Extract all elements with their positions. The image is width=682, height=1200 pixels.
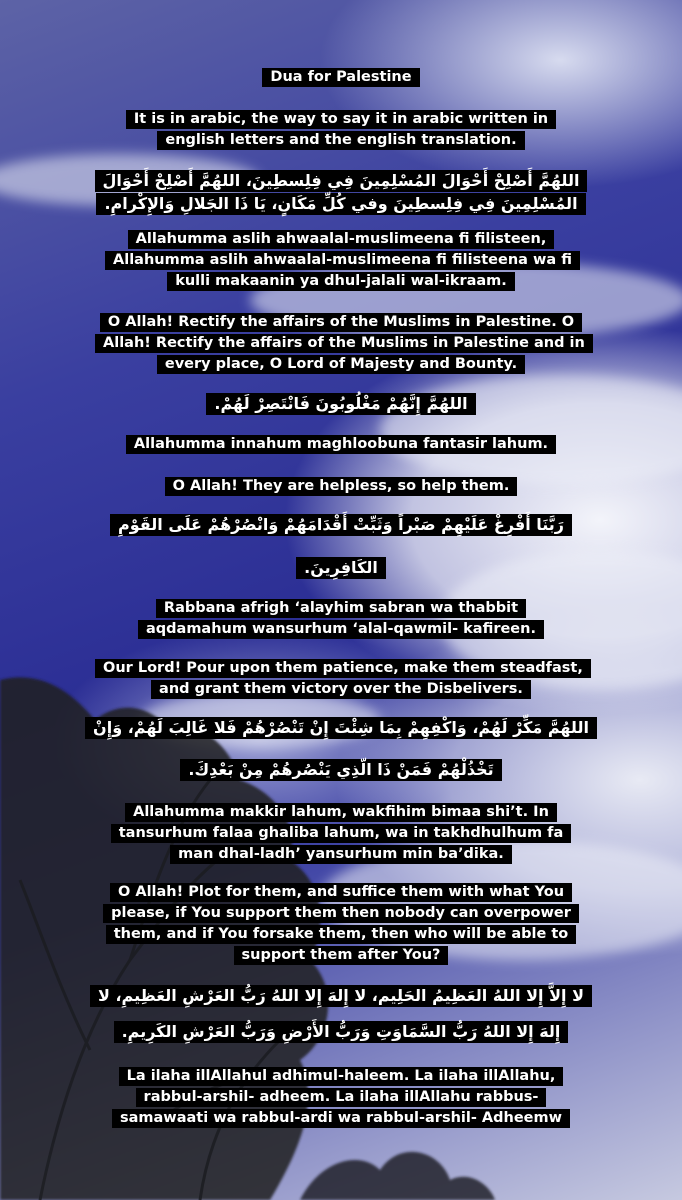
dua-3-translation: Our Lord! Pour upon them patience, make them steadfast, and grant them victory over the Disbelivers.	[0, 658, 682, 700]
dua-4-transliteration: Allahumma makkir lahum, wakfihim bimaa shi’t. In tansurhum falaa ghaliba lahum, wa in takhdhulhum fa man dhal-ladh’ yansurhum min ba’dika.	[0, 802, 682, 865]
dua-1-arabic-line-2: المُسْلِمِينَ فِي فِلِسطِينَ وفي كُلِّ مَكَانٍ، يَا ذَا الجَلالِ وَالإِكْرامِ.	[0, 193, 682, 215]
dua-1-transliteration: Allahumma aslih ahwaalal-muslimeena fi filisteen, Allahumma aslih ahwaalal-muslimeena fi filisteena wa fi kulli makaanin ya dhul-jalali wal-ikraam.	[0, 229, 682, 292]
dua-1-translation: O Allah! Rectify the affairs of the Muslims in Palestine. O Allah! Rectify the affairs of the Muslims in Palestine and in every place, O Lord of Majesty and Bounty.	[0, 312, 682, 375]
dua-3-arabic-line-2: الكَافِرِينَ.	[0, 557, 682, 579]
dua-1-arabic-line-1: اللهُمَّ أَصْلِحْ أَحْوَالَ المُسْلِمِينَ فِي فِلِسطِينَ، اللهُمَّ أَصْلِحْ أَحْوَالَ	[0, 170, 682, 192]
dua-4-arabic-line-2: تَخْذُلْهُمْ فَمَنْ ذَا الّذِي يَنْصُرهُمْ مِنْ بَعْدِكَ.	[0, 759, 682, 781]
dua-4-arabic-line-1: اللهُمَّ مَكِّرْ لَهُمْ، وَاكْفِهِمْ بِمَا شِئْتَ إِنْ تَنْصُرْهُمْ فَلا غَالِبَ لَهُمْ، وَإِنْ	[0, 717, 682, 739]
dua-5-arabic-line-2: إِلهَ إِلا اللهُ رَبُّ السَّمَاوَتِ وَرَبُّ الأَرْضِ وَرَبُّ العَرْشِ الكَرِيمِ.	[0, 1021, 682, 1043]
dua-3-arabic-line-1: رَبَّنَا أَفْرِغْ عَلَيْهِمْ صَبْراً وَثَبِّتْ أَقْدَامَهُمْ وَانْصُرْهُمْ عَلَى القَوْمِ	[0, 514, 682, 536]
dua-5-arabic-line-1: لا إِلاَّ إِلا اللهُ العَظِيمُ الحَلِيم، لا إِلهَ إِلا اللهُ رَبُّ العَرْشِ العَظِيمِ، لا	[0, 985, 682, 1007]
dua-2-transliteration: Allahumma innahum maghloobuna fantasir lahum.	[0, 434, 682, 455]
title: Dua for Palestine	[0, 67, 682, 88]
dua-5-transliteration: La ilaha illAllahul adhimul-haleem. La ilaha illAllahu, rabbul-arshil- adheem. La ilaha illAllahu rabbus-samawaati wa rabbul-ardi wa rabbul-arshil- Adheemw	[0, 1066, 682, 1129]
dua-3-transliteration: Rabbana afrigh ‘alayhim sabran wa thabbit aqdamahum wansurhum ‘alal-qawmil- kafireen.	[0, 598, 682, 640]
dua-2-arabic: اللهُمَّ إِنَّهُمْ مَغْلُوبُونَ فَانْتَصِرْ لَهُمْ.	[0, 393, 682, 415]
dua-2-translation: O Allah! They are helpless, so help them.	[0, 476, 682, 497]
dua-4-translation: O Allah! Plot for them, and suffice them with what You please, if You support them then nobody can overpower them, and if You forsake them, then who will be able to support them after You?	[0, 882, 682, 966]
intro-text: It is in arabic, the way to say it in arabic written in english letters and the english translation.	[0, 109, 682, 151]
